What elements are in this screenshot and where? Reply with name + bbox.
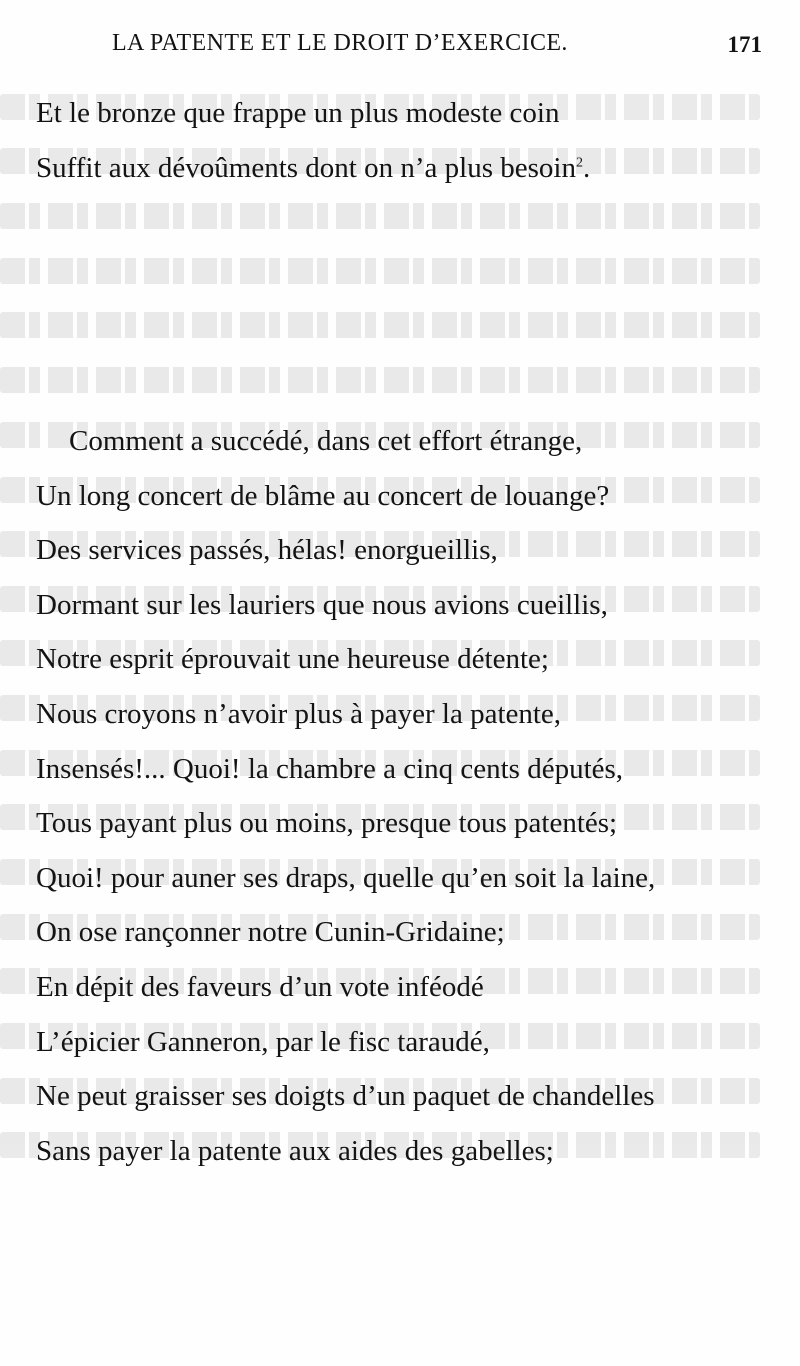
verse-line: Comment a succédé, dans cet effort étrange, (69, 425, 583, 457)
verse-line: Suffit aux dévoûments dont on n’a plus besoin$^2$. (36, 151, 591, 184)
stanza-2 (36, 414, 776, 1178)
verse-line: L’épicier Ganneron, par le fisc taraudé, (36, 1025, 490, 1058)
verse-line: Dormant sur les lauriers que nous avions cueillis, (36, 588, 608, 621)
running-header (112, 22, 762, 62)
verse-line: Insensés!... Quoi! la chambre a cinq cents députés, (36, 752, 624, 785)
verse-line: Un long concert de blâme au concert de louange? (36, 479, 610, 512)
verse-line: On ose rançonner notre Cunin-Gridaine; (36, 916, 505, 949)
stanza-1 (36, 86, 776, 195)
verse-line: Nous croyons n’avoir plus à payer la patente, (36, 697, 562, 730)
verse-line: Tous payant plus ou moins, presque tous patentés; (36, 807, 618, 840)
page-number: 171 (727, 32, 762, 57)
verse-line: Ne peut graisser ses doigts d’un paquet de chandelles (36, 1080, 655, 1113)
verse-line: Notre esprit éprouvait une heureuse détente; (36, 643, 549, 676)
verse-line: En dépit des faveurs d’un vote inféodé (36, 970, 484, 1003)
verse-line: Des services passés, hélas! enorgueillis, (36, 534, 498, 567)
footnote-mark: 2 (575, 154, 583, 170)
verse-line: Et le bronze que frappe un plus modeste coin (36, 97, 560, 129)
verse-line: Quoi! pour auner ses draps, quelle qu’en soit la laine, (36, 861, 656, 894)
running-title: LA PATENTE ET LE DROIT D’EXERCICE. (112, 30, 568, 56)
verse-line: Sans payer la patente aux aides des gabelles; (36, 1134, 554, 1167)
